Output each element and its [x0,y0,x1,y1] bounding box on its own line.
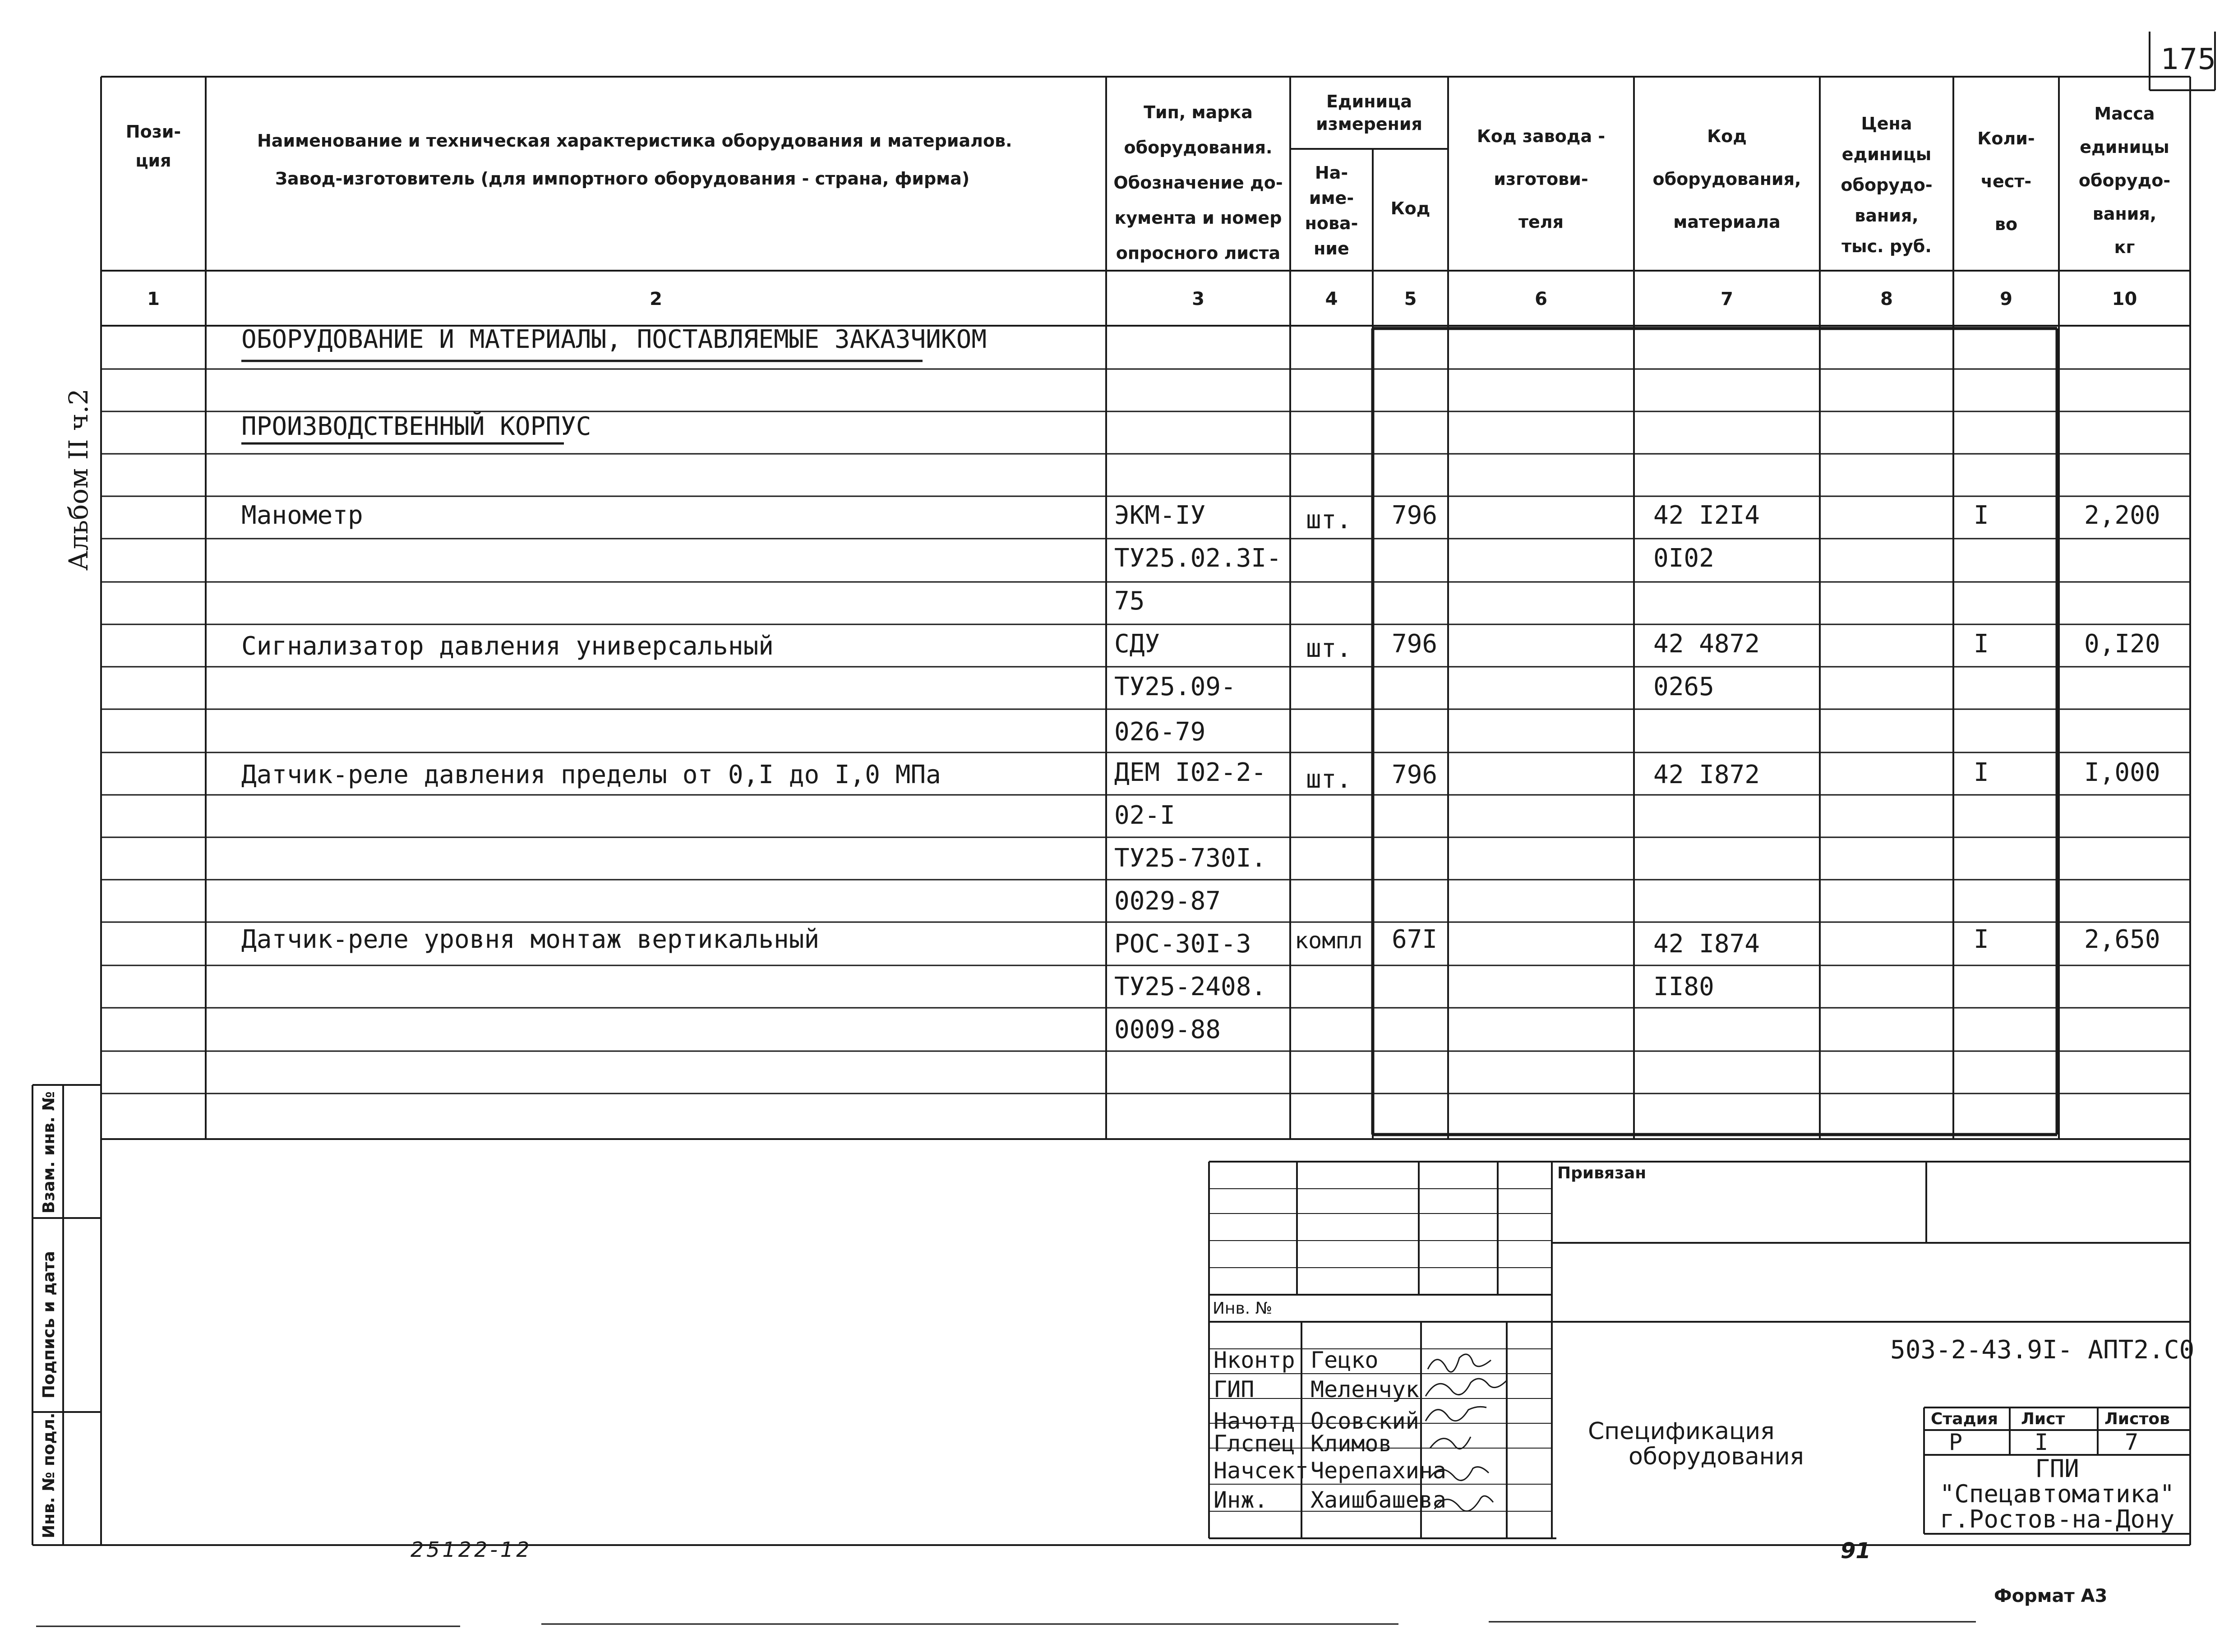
col-number: 5 [1404,289,1417,309]
item-type: 02-I [1114,801,1175,830]
col-number: 7 [1721,289,1733,309]
col-number: 9 [2000,289,2012,309]
item-name: Датчик-реле уровня монтаж вертикальный [241,925,820,954]
col-number: 1 [147,289,160,309]
item-type: ТУ25.02.3I- [1114,544,1282,573]
item-type: ДЕМ I02-2- [1114,758,1267,787]
header-col5: Код [1390,198,1430,218]
sheet-number: 175 [2161,43,2216,76]
role-name: Гецко [1310,1347,1379,1373]
item-equip-code: 0265 [1653,672,1714,701]
item-type: ТУ25.09- [1114,672,1236,701]
item-type: 75 [1114,586,1145,616]
sheet-label: Лист [2021,1410,2065,1428]
item-type: ЭКМ-IУ [1114,501,1206,530]
side-stamp-inv: Инв. № подл. [40,1412,58,1538]
item-type: 0029-87 [1114,886,1221,916]
privyazan-label: Привязан [1557,1164,1647,1182]
header-col1: Пози- ция [125,122,181,171]
header-col4: На- име- нова- ние [1305,163,1358,258]
item-type: ТУ25-730I. [1114,844,1267,873]
sheets-value: 7 [2125,1429,2139,1455]
item-unit-code: 796 [1392,760,1438,789]
item-qty: I [1974,501,1989,530]
item-type: РОС-30I-3 [1114,929,1251,959]
item-name: Сигнализатор давления универсальный [241,632,774,661]
role-label: ГИП [1214,1376,1255,1403]
item-mass: 2,200 [2084,501,2160,530]
organization: ГПИ "Спецавтоматика" г.Ростов-на-Дону [1939,1454,2175,1533]
item-qty: I [1974,629,1989,659]
header-col6: Код завода - изготови- теля [1477,126,1606,232]
header-col8: Цена единицы оборудо- вания, тыс. руб. [1841,114,1933,256]
document-code: 503-2-43.9I- АПТ2.С0 [1890,1335,2195,1365]
item-equip-code: 42 I872 [1653,760,1760,789]
item-equip-code: II80 [1653,972,1714,1001]
side-stamp-podpis: Подпись и дата [40,1251,58,1398]
item-unit: шт. [1306,634,1352,663]
stage-label: Стадия [1931,1410,1998,1428]
col-number: 10 [2112,289,2137,309]
role-label: Нконтр [1214,1347,1295,1373]
col-number: 3 [1192,289,1204,309]
item-mass: 2,650 [2084,925,2160,954]
inv-no-label: Инв. № [1213,1299,1273,1318]
header-col9: Коли- чест- во [1977,129,2035,234]
item-unit: шт. [1306,765,1352,794]
role-name: Климов [1310,1431,1392,1457]
header-unit-group: Единица измерения [1316,92,1422,134]
header-col2: Наименование и техническая характеристика оборудования и материалов. Завод-изготовитель (для импортного оборудования - страна, фирма) [257,131,1012,189]
role-name: Хаишбашева [1310,1487,1447,1513]
item-equip-code: 42 I874 [1653,929,1760,959]
role-label: Начотд [1214,1408,1295,1434]
sheet-value: I [2035,1429,2049,1455]
item-mass: 0,I20 [2084,629,2160,659]
side-stamp-vzam: Взам. инв. № [40,1091,58,1214]
header-col7: Код оборудования, материала [1652,126,1801,232]
item-qty: I [1974,758,1989,787]
item-equip-code: 42 I2I4 [1653,501,1760,530]
role-name: Черепахина [1310,1458,1447,1484]
item-type: ТУ25-2408. [1114,972,1267,1001]
item-name: Датчик-реле давления пределы от 0,I до I,0 МПа [241,760,941,789]
header-col10: Масса единицы оборудо- вания, кг [2078,104,2171,257]
section-title: ПРОИЗВОДСТВЕННЫЙ КОРПУС [241,412,591,441]
item-equip-code: 0I02 [1653,544,1714,573]
section-title: ОБОРУДОВАНИЕ И МАТЕРИАЛЫ, ПОСТАВЛЯЕМЫЕ ЗАКАЗЧИКОМ [241,325,987,354]
item-unit: компл [1295,928,1363,954]
item-unit-code: 796 [1392,629,1438,659]
col-number: 4 [1325,289,1338,309]
bottom-page-number: 91 [1841,1538,1871,1564]
item-unit-code: 796 [1392,501,1438,530]
stage-value: Р [1949,1429,1963,1455]
item-type: 026-79 [1114,717,1206,747]
item-unit-code: 67I [1392,925,1438,954]
col-number: 2 [650,289,662,309]
role-name: Осовский [1310,1408,1419,1434]
item-type: 0009-88 [1114,1015,1221,1044]
item-mass: I,000 [2084,758,2160,787]
item-qty: I [1974,925,1989,954]
item-type: СДУ [1114,629,1160,659]
role-name: Меленчук [1310,1376,1419,1403]
role-label: Глспец [1214,1431,1295,1457]
role-label: Начсект [1214,1458,1309,1484]
sheets-label: Листов [2104,1410,2170,1428]
album-label: Альбом II ч.2 [63,388,94,571]
role-label: Инж. [1214,1487,1268,1513]
bottom-archive-number: 25122-12 [411,1537,532,1562]
col-number: 8 [1880,289,1893,309]
item-name: Манометр [241,501,363,530]
item-equip-code: 42 4872 [1653,629,1760,659]
header-col3: Тип, марка оборудования. Обозначение до- кумента и номер опросного листа [1113,102,1283,263]
col-number: 6 [1535,289,1547,309]
document-title: Спецификация оборудования [1588,1418,1804,1470]
item-unit: шт. [1306,505,1352,535]
format-label: Формат А3 [1994,1586,2108,1606]
